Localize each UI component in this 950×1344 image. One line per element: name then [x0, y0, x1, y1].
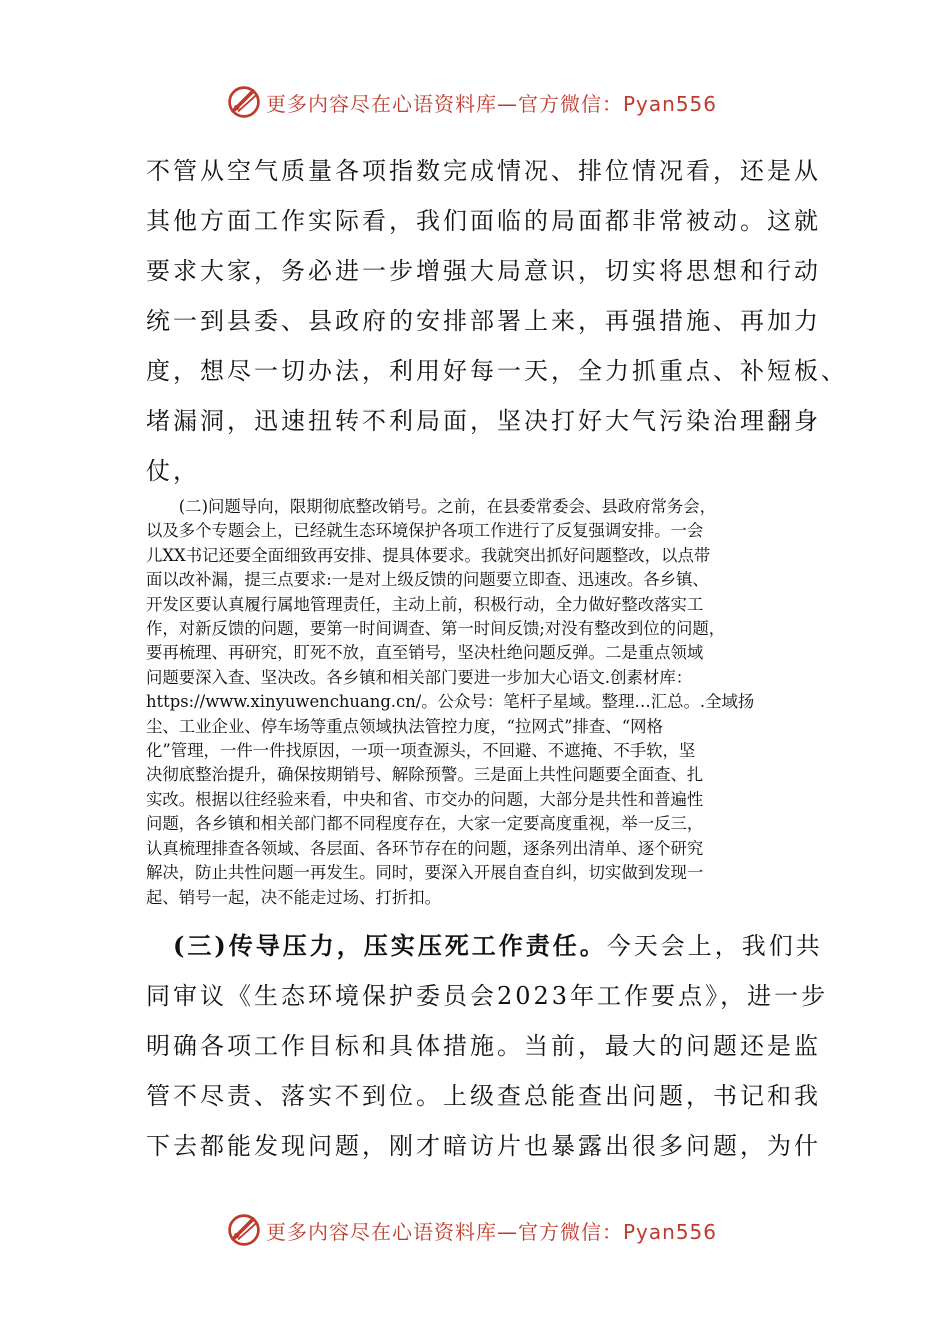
text-line: 实改。根据以往经验来看，中央和省、市交办的问题，大部分是共性和普遍性	[146, 789, 704, 809]
text-line: 面以改补漏，提三点要求:一是对上级反馈的问题要立即查、迅速改。各乡镇、	[146, 570, 709, 590]
heading-continuation: 今天会上，我们共	[606, 932, 823, 960]
text-line: 统一到县委、县政府的安排部署上来，再强措施、再加力	[146, 307, 821, 335]
text-line: 度，想尽一切办法，利用好每一天，全力抓重点、补短板、	[146, 357, 848, 385]
text-line: 决彻底整治提升，确保按期销号、解除预警。三是面上共性问题要全面查、扎	[146, 765, 704, 785]
text-line: 起、销号一起，决不能走过场、打折扣。	[146, 887, 442, 907]
text-line: 问题要深入查、坚决改。各乡镇和相关部门要进一步加大心语文.创素材库：	[146, 667, 693, 687]
paragraph-1	[146, 146, 848, 496]
text-line: 作，对新反馈的问题，要第一时间调查、第一时间反馈;对没有整改到位的问题，	[146, 619, 726, 639]
text-line: 要再梳理、再研究，盯死不放，直至销号，坚决杜绝问题反弹。二是重点领域	[146, 643, 704, 663]
pen-logo-icon	[226, 84, 262, 120]
text-line: 尘、工业企业、停车场等重点领域执法管控力度，“拉网式”排查、“网格	[146, 716, 663, 736]
text-line: 明确各项工作目标和具体措施。当前，最大的问题还是监	[146, 1032, 821, 1060]
paragraph-3	[146, 921, 829, 1171]
text-line: 堵漏洞，迅速扭转不利局面，坚决打好大气污染治理翻身	[146, 407, 821, 435]
header-watermark	[226, 82, 746, 122]
text-line: 管不尽责、落实不到位。上级查总能查出问题，书记和我	[146, 1082, 821, 1110]
watermark-text: 更多内容尽在心语资料库—官方微信：Pyan556	[266, 1219, 718, 1244]
pen-logo-icon	[226, 1212, 262, 1248]
text-line: https://www.xinyuwenchuang.cn/。公众号：笔杆子星域。整理…汇总。.全域扬	[146, 692, 755, 712]
text-line: 化”管理，一件一件找原因，一项一项查源头，不回避、不遮掩、不手软，坚	[146, 741, 696, 761]
text-line: (二)问题导向，限期彻底整改销号。之前，在县委常委会、县政府常务会，	[146, 497, 717, 516]
section-heading: (三)传导压力，压实压死工作责任。	[146, 931, 607, 960]
text-line: 开发区要认真履行属地管理责任，主动上前，积极行动，全力做好整改落实工	[146, 594, 704, 614]
text-line: 问题，各乡镇和相关部门都不同程度存在，大家一定要高度重视，举一反三，	[146, 814, 704, 834]
paragraph-2	[146, 495, 811, 910]
watermark-text: 更多内容尽在心语资料库—官方微信：Pyan556	[266, 91, 718, 116]
text-line: 以及多个专题会上，已经就生态环境保护各项工作进行了反复强调安排。一会	[146, 521, 704, 541]
text-line: 其他方面工作实际看，我们面临的局面都非常被动。这就	[146, 207, 821, 235]
text-line: 认真梳理排查各领域、各层面、各环节存在的问题，逐条列出清单、逐个研究	[146, 838, 704, 858]
footer-watermark	[226, 1210, 746, 1250]
text-line: 同审议《生态环境保护委员会2023年工作要点》，进一步	[146, 982, 829, 1010]
text-line: 不管从空气质量各项指数完成情况、排位情况看，还是从	[146, 157, 821, 185]
text-line: 仗，	[146, 457, 200, 485]
text-line: 解决，防止共性问题一再发生。同时，要深入开展自查自纠，切实做到发现一	[146, 863, 704, 883]
text-line: 要求大家，务必进一步增强大局意识，切实将思想和行动	[146, 257, 821, 285]
text-line: 下去都能发现问题，刚才暗访片也暴露出很多问题，为什	[146, 1132, 821, 1160]
text-line: 儿XX书记还要全面细致再安排、提具体要求。我就突出抓好问题整改，以点带	[146, 545, 711, 565]
text-line	[146, 921, 823, 971]
